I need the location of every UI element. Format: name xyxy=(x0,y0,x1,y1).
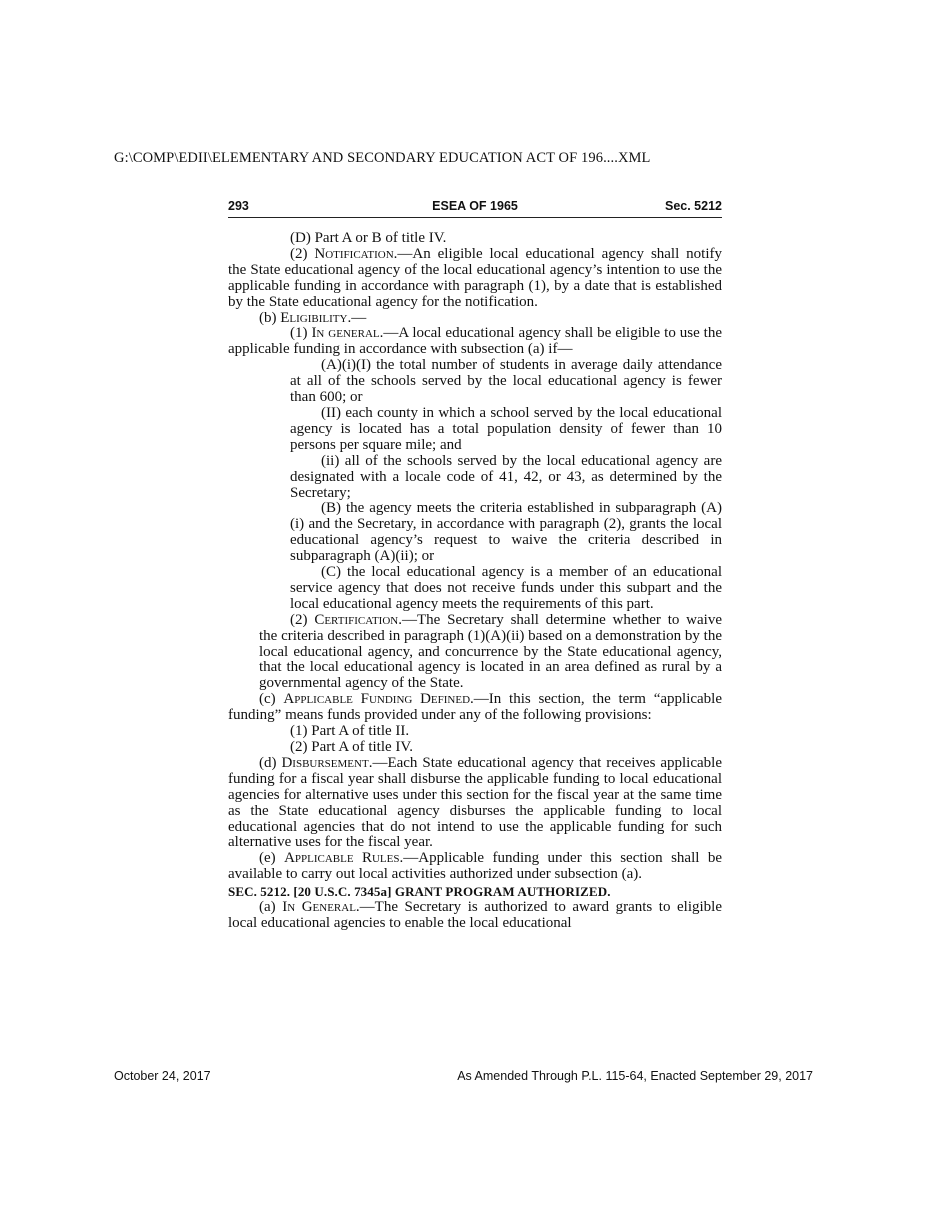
paragraph-c-1: (1) Part A of title II. xyxy=(290,723,410,740)
statute-text xyxy=(228,231,722,932)
subparagraph-b-1-C: (C) the local educational agency is a member of an educational service agency that does not receive funds under this subpart and the local educational agency meets the requirements of this part. xyxy=(290,564,722,612)
footer-amended-note: As Amended Through P.L. 115-64, Enacted September 29, 2017 xyxy=(457,1069,813,1083)
subparagraph-b-1-B: (B) the agency meets the criteria established in subparagraph (A)(i) and the Secretary, in accordance with paragraph (2), grants the local educational agency’s request to waive the criteria described in subparagraph (A)(ii); or xyxy=(290,500,722,565)
clause-b-1-A-i-II: (II) each county in which a school served by the local educational agency is located has a total population density of fewer than 10 persons per square mile; and xyxy=(290,404,722,453)
paragraph-b-2: (2) Certification.—The Secretary shall determine whether to waive the criteria described in paragraph (1)(A)(ii) based on a demonstration by the local educational agency, and concurrence by the State educational agency, that the local educational agency is located in an area defined as rural by a governmental agency of the State. xyxy=(259,611,722,692)
subsection-b: (b) Eligibility.— xyxy=(259,309,367,326)
subsection-d: (d) Disbursement.—Each State educational agency that receives applicable funding for a fiscal year shall disburse the applicable funding to local educational agencies for alternative uses under this section for the fiscal year at the same time as the State educational agency disburses the applicable funding to local educational agencies that do not intend to use the applicable funding for such alternative uses for the fiscal year. xyxy=(228,754,722,851)
section-heading: SEC. 5212. [20 U.S.C. 7345a] GRANT PROGRAM AUTHORIZED. xyxy=(228,884,611,900)
clause-b-1-A-i-I: (A)(i)(I) the total number of students in average daily attendance at all of the schools served by the local educational agency is fewer than 600; or xyxy=(290,357,722,406)
page-number: 293 xyxy=(228,199,249,213)
paragraph-c-2: (2) Part A of title IV. xyxy=(290,739,414,755)
file-path: G:\COMP\EDII\ELEMENTARY AND SECONDARY EDUCATION ACT OF 196....XML xyxy=(114,150,651,166)
paragraph-a-1-D: (D) Part A or B of title IV. xyxy=(290,230,447,246)
section-reference: Sec. 5212 xyxy=(665,199,722,213)
running-title: ESEA OF 1965 xyxy=(432,199,518,213)
running-header xyxy=(228,197,722,218)
subsection-e: (e) Applicable Rules.—Applicable funding under this section shall be available to carry out local activities authorized under subsection (a). xyxy=(228,850,722,883)
paragraph-b-1: (1) In general.—A local educational agency shall be eligible to use the applicable funding in accordance with subsection (a) if— xyxy=(228,325,722,358)
subsection-c: (c) Applicable Funding Defined.—In this section, the term “applicable funding” means funds provided under any of the following provisions: xyxy=(228,691,722,724)
footer-date: October 24, 2017 xyxy=(114,1069,211,1083)
clause-b-1-A-ii: (ii) all of the schools served by the local educational agency are designated with a locale code of 41, 42, or 43, as determined by the Secretary; xyxy=(290,452,722,501)
paragraph-a-2: (2) Notification.—An eligible local educational agency shall notify the State educational agency of the local educational agency’s intention to use the applicable funding in accordance with paragraph (1), by a date that is established by the State educational agency for the notification. xyxy=(228,245,722,310)
section-5212-a: (a) In General.—The Secretary is authorized to award grants to eligible local educational agencies to enable the local educational xyxy=(228,899,722,931)
